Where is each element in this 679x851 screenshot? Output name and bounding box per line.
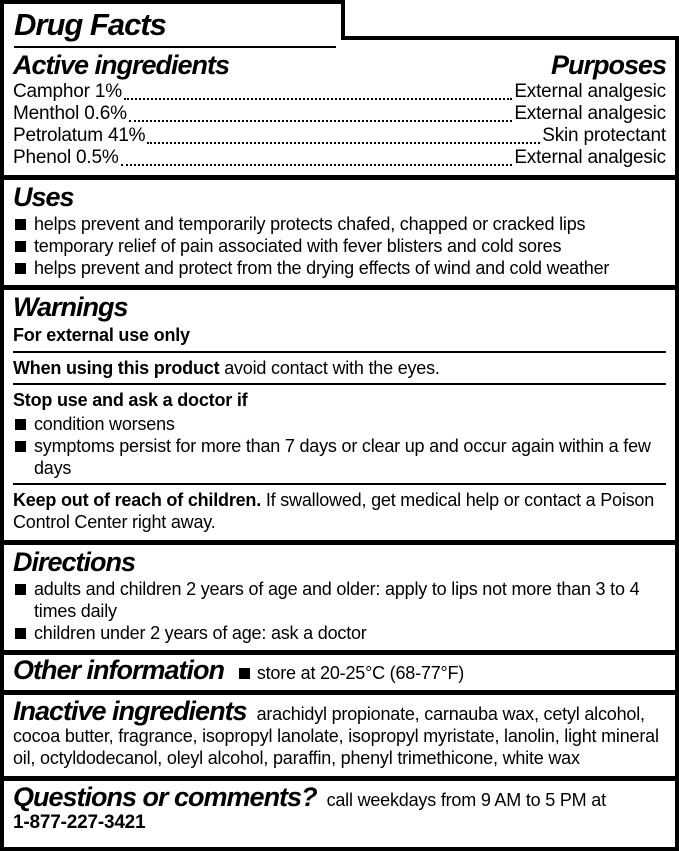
list-item bbox=[13, 257, 666, 279]
list-item bbox=[13, 578, 666, 622]
ingredient-row bbox=[13, 81, 666, 103]
list-item-text: helps prevent and protect from the drying effects of wind and cold weather bbox=[34, 258, 610, 278]
border-bottom bbox=[0, 847, 679, 851]
panel-border-top bbox=[345, 36, 679, 40]
border-right bbox=[675, 36, 679, 851]
border-left bbox=[0, 0, 4, 851]
section-uses bbox=[4, 180, 675, 285]
ingredient-name: Menthol 0.6% bbox=[13, 103, 127, 124]
section-questions bbox=[4, 781, 675, 841]
directions-heading: Directions bbox=[13, 547, 136, 577]
ingredient-name: Petrolatum 41% bbox=[13, 125, 146, 146]
list-item-text: adults and children 2 years of age and older: apply to lips not more than 3 to 4 times daily bbox=[34, 579, 640, 621]
purposes-heading: Purposes bbox=[550, 50, 666, 80]
list-item-text: helps prevent and temporarily protects chafed, chapped or cracked lips bbox=[34, 214, 586, 234]
section-warnings bbox=[4, 290, 675, 540]
ingredient-name: Phenol 0.5% bbox=[13, 147, 119, 168]
section-inactive-ingredients bbox=[4, 695, 675, 776]
uses-heading: Uses bbox=[13, 182, 74, 212]
external-use-subhead: For external use only bbox=[13, 325, 190, 345]
list-item bbox=[13, 435, 666, 479]
ingredient-purpose: Skin protectant bbox=[542, 125, 666, 146]
list-item-text: children under 2 years of age: ask a doctor bbox=[34, 623, 367, 643]
ingredient-row bbox=[13, 103, 666, 125]
questions-paragraph bbox=[13, 784, 666, 834]
thin-rule bbox=[13, 383, 666, 385]
inactive-ingredients-heading: Inactive ingredients bbox=[13, 696, 247, 726]
active-ingredients-heading: Active ingredients bbox=[13, 50, 230, 80]
bullet-square-icon bbox=[15, 628, 26, 639]
keep-out-rest: If swallowed, get medical help or contact a Poison Control Center right away. bbox=[13, 490, 655, 532]
bullet-square-icon bbox=[15, 419, 26, 430]
keep-out-lead: Keep out of reach of children. bbox=[13, 490, 262, 510]
bullet-square-icon bbox=[15, 263, 26, 274]
bullet-square-icon bbox=[239, 668, 250, 679]
list-item-text: temporary relief of pain associated with fever blisters and cold sores bbox=[34, 236, 562, 256]
list-item bbox=[13, 413, 666, 435]
thin-rule bbox=[13, 351, 666, 353]
list-item-text: condition worsens bbox=[34, 414, 175, 434]
tab-border-right bbox=[341, 0, 345, 40]
list-item bbox=[13, 213, 666, 235]
dot-leader bbox=[124, 98, 512, 100]
list-item bbox=[13, 235, 666, 257]
bullet-square-icon bbox=[15, 241, 26, 252]
ingredient-row bbox=[13, 147, 666, 169]
dot-leader bbox=[129, 120, 513, 122]
dot-leader bbox=[147, 142, 540, 144]
when-using-rest: avoid contact with the eyes. bbox=[219, 358, 440, 378]
ingredient-name: Camphor 1% bbox=[13, 81, 122, 102]
ingredient-row bbox=[13, 125, 666, 147]
tab-border-top bbox=[0, 0, 345, 4]
ingredient-purpose: External analgesic bbox=[514, 103, 666, 124]
thin-rule bbox=[13, 483, 666, 485]
keep-out-paragraph bbox=[13, 489, 666, 533]
ingredient-purpose: External analgesic bbox=[514, 81, 666, 102]
when-using-lead: When using this product bbox=[13, 358, 220, 378]
list-item bbox=[13, 622, 666, 644]
other-information-heading: Other information bbox=[13, 655, 224, 685]
inactive-ingredients-paragraph bbox=[13, 698, 666, 769]
storage-text: store at 20-25°C (68-77°F) bbox=[256, 663, 465, 683]
inactive-ingredients-text: arachidyl propionate, carnauba wax, cetyl alcohol, cocoa butter, fragrance, isopropyl lanolate, isopropyl myristate, lanolin, light mineral oil, octyldodecanol, oleyl alcohol, paraffin, phenyl trimethicone, white wax bbox=[13, 704, 659, 768]
phone-number: 1-877-227-3421 bbox=[13, 812, 146, 833]
when-using-paragraph bbox=[13, 357, 666, 379]
bullet-square-icon bbox=[15, 584, 26, 595]
dot-leader bbox=[121, 164, 513, 166]
questions-text: call weekdays from 9 AM to 5 PM at bbox=[326, 790, 606, 810]
ingredient-purpose: External analgesic bbox=[514, 147, 666, 168]
section-other-information bbox=[4, 655, 675, 690]
bullet-square-icon bbox=[15, 441, 26, 452]
stop-use-subhead: Stop use and ask a doctor if bbox=[13, 390, 248, 410]
page-title: Drug Facts bbox=[14, 7, 166, 42]
bullet-square-icon bbox=[15, 219, 26, 230]
questions-heading: Questions or comments? bbox=[13, 782, 317, 812]
warnings-heading: Warnings bbox=[13, 292, 128, 322]
list-item-text: symptoms persist for more than 7 days or clear up and occur again within a few days bbox=[34, 436, 651, 478]
section-active-ingredients bbox=[4, 48, 675, 175]
section-directions bbox=[4, 545, 675, 650]
